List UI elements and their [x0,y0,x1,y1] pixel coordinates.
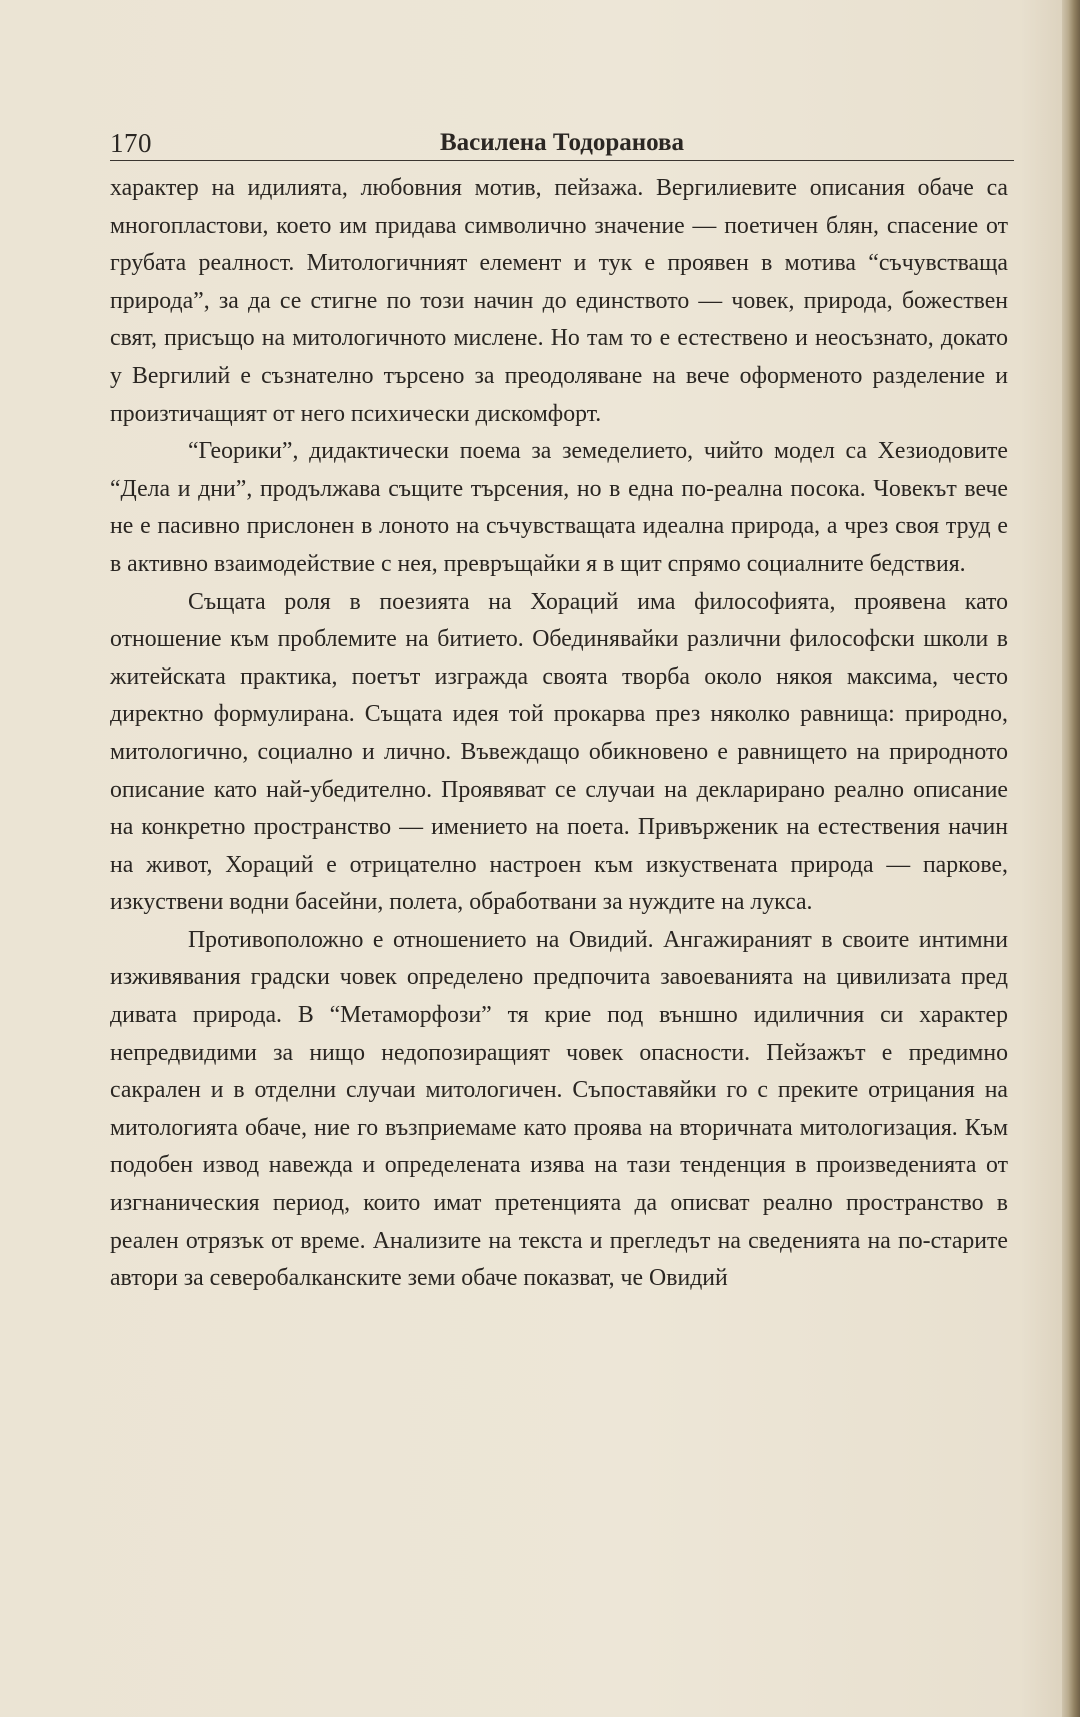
paragraph-1: характер на идилията, любовния мотив, пейзажа. Вергилиевите описания обаче са многопластови, което им придава символично значение — поетичен блян, спасение от грубата реалност. Митологичният елемент и тук е проявен в мотива “съчувстваща природа”, за да се стигне по този начин до единството — човек, природа, божествен свят, присъщо на митологичното мислене. Но там то е естествено и неосъзнато, докато у Вергилий е съзнателно търсено за преодоляване на вече оформеното разделение и произтичащият от него психически дискомфорт. [110,175,1008,427]
running-head-author: Василена Тодоранова [439,129,685,156]
page-header [110,120,1014,161]
page-number: 170 [110,128,152,158]
body-text [110,170,1008,1298]
paragraph-3: Същата роля в поезията на Хораций има философията, проявена като отношение към проблемите на битието. Обединявайки различни философски школи в житейската практика, поетът изгражда своята творба около някоя максима, често директно формулирана. Същата идея той прокарва през няколко равнища: природно, митологично, социално и лично. Въвеждащо обикновено е равнището на природното описание като най-убедително. Проявяват се случаи на декларирано реално описание на конкретно пространство — имението на поета. Привърженик на естествения начин на живот, Хораций е отрицателно настроен към изкуствената природа — паркове, изкуствени водни басейни, полета, обработвани за нуждите на лукса. [110,588,1008,916]
paragraph-4: Противоположно е отношението на Овидий. Ангажираният в своите интимни изживявания градски човек определено предпочита завоеванията на цивилизата пред дивата природа. В “Метаморфози” тя крие под външно идиличния си характер непредвидими за нищо недопозиращият човек опасности. Пейзажът е предимно сакрален и в отделни случаи митологичен. Съпоставяйки го с преките отрицания на митологията обаче, ние го възприемаме като проява на вторичната митологизация. Към подобен извод навежда и определената изява на тази тенденция в произведенията от изгнаническия период, които имат претенцията да описват реално пространство в реален отрязък от време. Анализите на текста и прегледът на сведенията на по-старите автори за северобалканските земи обаче показват, че Овидий [110,926,1008,1292]
book-spine-edge [1062,0,1080,1717]
paragraph-2: “Георики”, дидактически поема за земеделието, чийто модел са Хезиодовите “Дела и дни”, продължава същите търсения, но в една по-реална посока. Човекът вече не е пасивно прислонен в лоното на съчувстващата идеална природа, а чрез своя труд е в активно взаимодействие с нея, превръщайки я в щит спрямо социалните бедствия. [110,438,1008,577]
